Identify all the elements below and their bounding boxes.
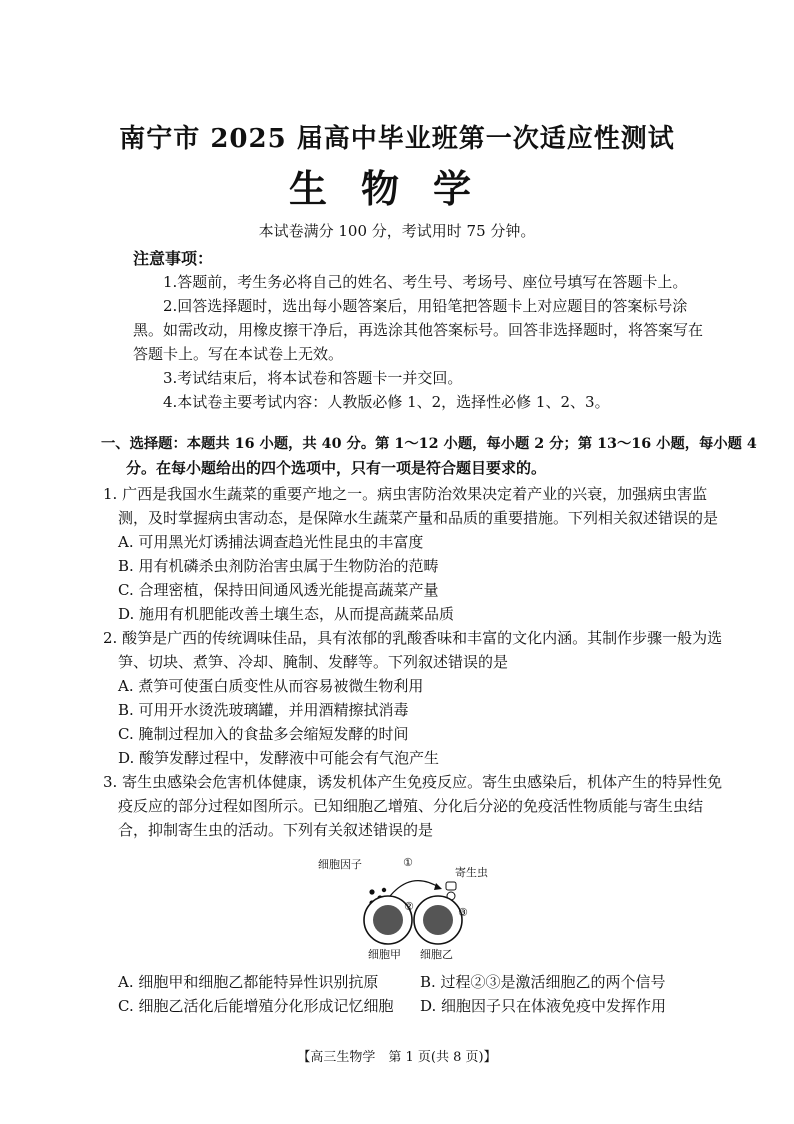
cytokine-dot [382, 888, 386, 892]
notice-line-6: 4.本试卷主要考试内容：人教版必修 1、2，选择性必修 1、2、3。 [163, 393, 610, 411]
q3-stem-2: 疫反应的部分过程如图所示。已知细胞乙增殖、分化后分泌的免疫活性物质能与寄生虫结 [118, 797, 704, 815]
step-3-label: ③ [458, 906, 468, 919]
parasite-icon [446, 882, 456, 890]
step-1-label: ① [403, 856, 413, 869]
q2-option-d: D. 酸笋发酵过程中，发酵液中可能会有气泡产生 [118, 749, 440, 767]
q1-stem-2: 测，及时掌握病虫害动态，是保障水生蔬菜产量和品质的重要措施。下列相关叙述错误的是 [118, 509, 719, 527]
immune-diagram [300, 852, 500, 962]
exam-info: 本试卷满分 100 分，考试用时 75 分钟。 [258, 222, 536, 240]
notice-line-1: 1.答题前，考生务必将自己的姓名、考生号、考场号、座位号填写在答题卡上。 [163, 273, 688, 291]
notice-line-4: 答题卡上。写在本试卷上无效。 [133, 345, 344, 363]
step-2-label: ② [404, 900, 414, 913]
section1-line-1: 一、选择题：本题共 16 小题，共 40 分。第 1～12 小题，每小题 2 分；第 13～16 小题，每小题 4 [101, 436, 757, 452]
subject-title: 生物学 [288, 166, 505, 211]
q3-option-c: C. 细胞乙活化后能增殖分化形成记忆细胞 [118, 997, 394, 1015]
cell-a-nucleus [373, 905, 403, 935]
q1-option-d: D. 施用有机肥能改善土壤生态，从而提高蔬菜品质 [118, 605, 455, 623]
q3-option-a: A. 细胞甲和细胞乙都能特异性识别抗原 [118, 973, 379, 991]
parasite-label: 寄生虫 [455, 866, 488, 879]
q2-option-a: A. 煮笋可使蛋白质变性从而容易被微生物利用 [118, 677, 424, 695]
q3-option-b: B. 过程②③是激活细胞乙的两个信号 [420, 973, 666, 991]
notice-line-5: 3.考试结束后，将本试卷和答题卡一并交回。 [163, 369, 463, 387]
page-footer: 【高三生物学 第 1 页(共 8 页)】 [297, 1050, 497, 1065]
cell-a-label: 细胞甲 [368, 948, 401, 961]
q3-option-d: D. 细胞因子只在体液免疫中发挥作用 [420, 997, 667, 1015]
q2-option-c: C. 腌制过程加入的食盐多会缩短发酵的时间 [118, 725, 409, 743]
q3-stem-3: 合，抑制寄生虫的活动。下列有关叙述错误的是 [118, 821, 434, 839]
q1-option-a: A. 可用黑光灯诱捕法调查趋光性昆虫的丰富度 [118, 533, 424, 551]
q2-stem-2: 笋、切块、煮笋、冷却、腌制、发酵等。下列叙述错误的是 [118, 653, 509, 671]
q2-option-b: B. 可用开水烫洗玻璃罐，并用酒精擦拭消毒 [118, 701, 409, 719]
q1-stem-1: 1. 广西是我国水生蔬菜的重要产地之一。病虫害防治效果决定着产业的兴衰，加强病虫害监 [103, 485, 708, 503]
arrow-1-head [434, 883, 442, 890]
cytokine-label: 细胞因子 [318, 858, 362, 871]
exam-title: 南宁市 2025 届高中毕业班第一次适应性测试 [119, 124, 675, 154]
cytokine-dot [369, 889, 374, 894]
cell-b-nucleus [423, 905, 453, 935]
q3-stem-1: 3. 寄生虫感染会危害机体健康，诱发机体产生免疫反应。寄生虫感染后，机体产生的特异性免 [103, 773, 723, 791]
q1-option-b: B. 用有机磷杀虫剂防治害虫属于生物防治的范畴 [118, 557, 439, 575]
q2-stem-1: 2. 酸笋是广西的传统调味佳品，具有浓郁的乳酸香味和丰富的文化内涵。其制作步骤一般为选 [103, 629, 723, 647]
q1-option-c: C. 合理密植，保持田间通风透光能提高蔬菜产量 [118, 581, 439, 599]
notice-line-2: 2.回答选择题时，选出每小题答案后，用铅笔把答题卡上对应题目的答案标号涂 [163, 297, 688, 315]
cell-b-label: 细胞乙 [420, 948, 453, 961]
arrow-1 [390, 881, 440, 896]
section1-line-2: 分。在每小题给出的四个选项中，只有一项是符合题目要求的。 [126, 459, 547, 477]
notice-heading: 注意事项： [133, 249, 214, 268]
notice-line-3: 黑。如需改动，用橡皮擦干净后，再选涂其他答案标号。回答非选择题时，将答案写在 [133, 321, 704, 339]
